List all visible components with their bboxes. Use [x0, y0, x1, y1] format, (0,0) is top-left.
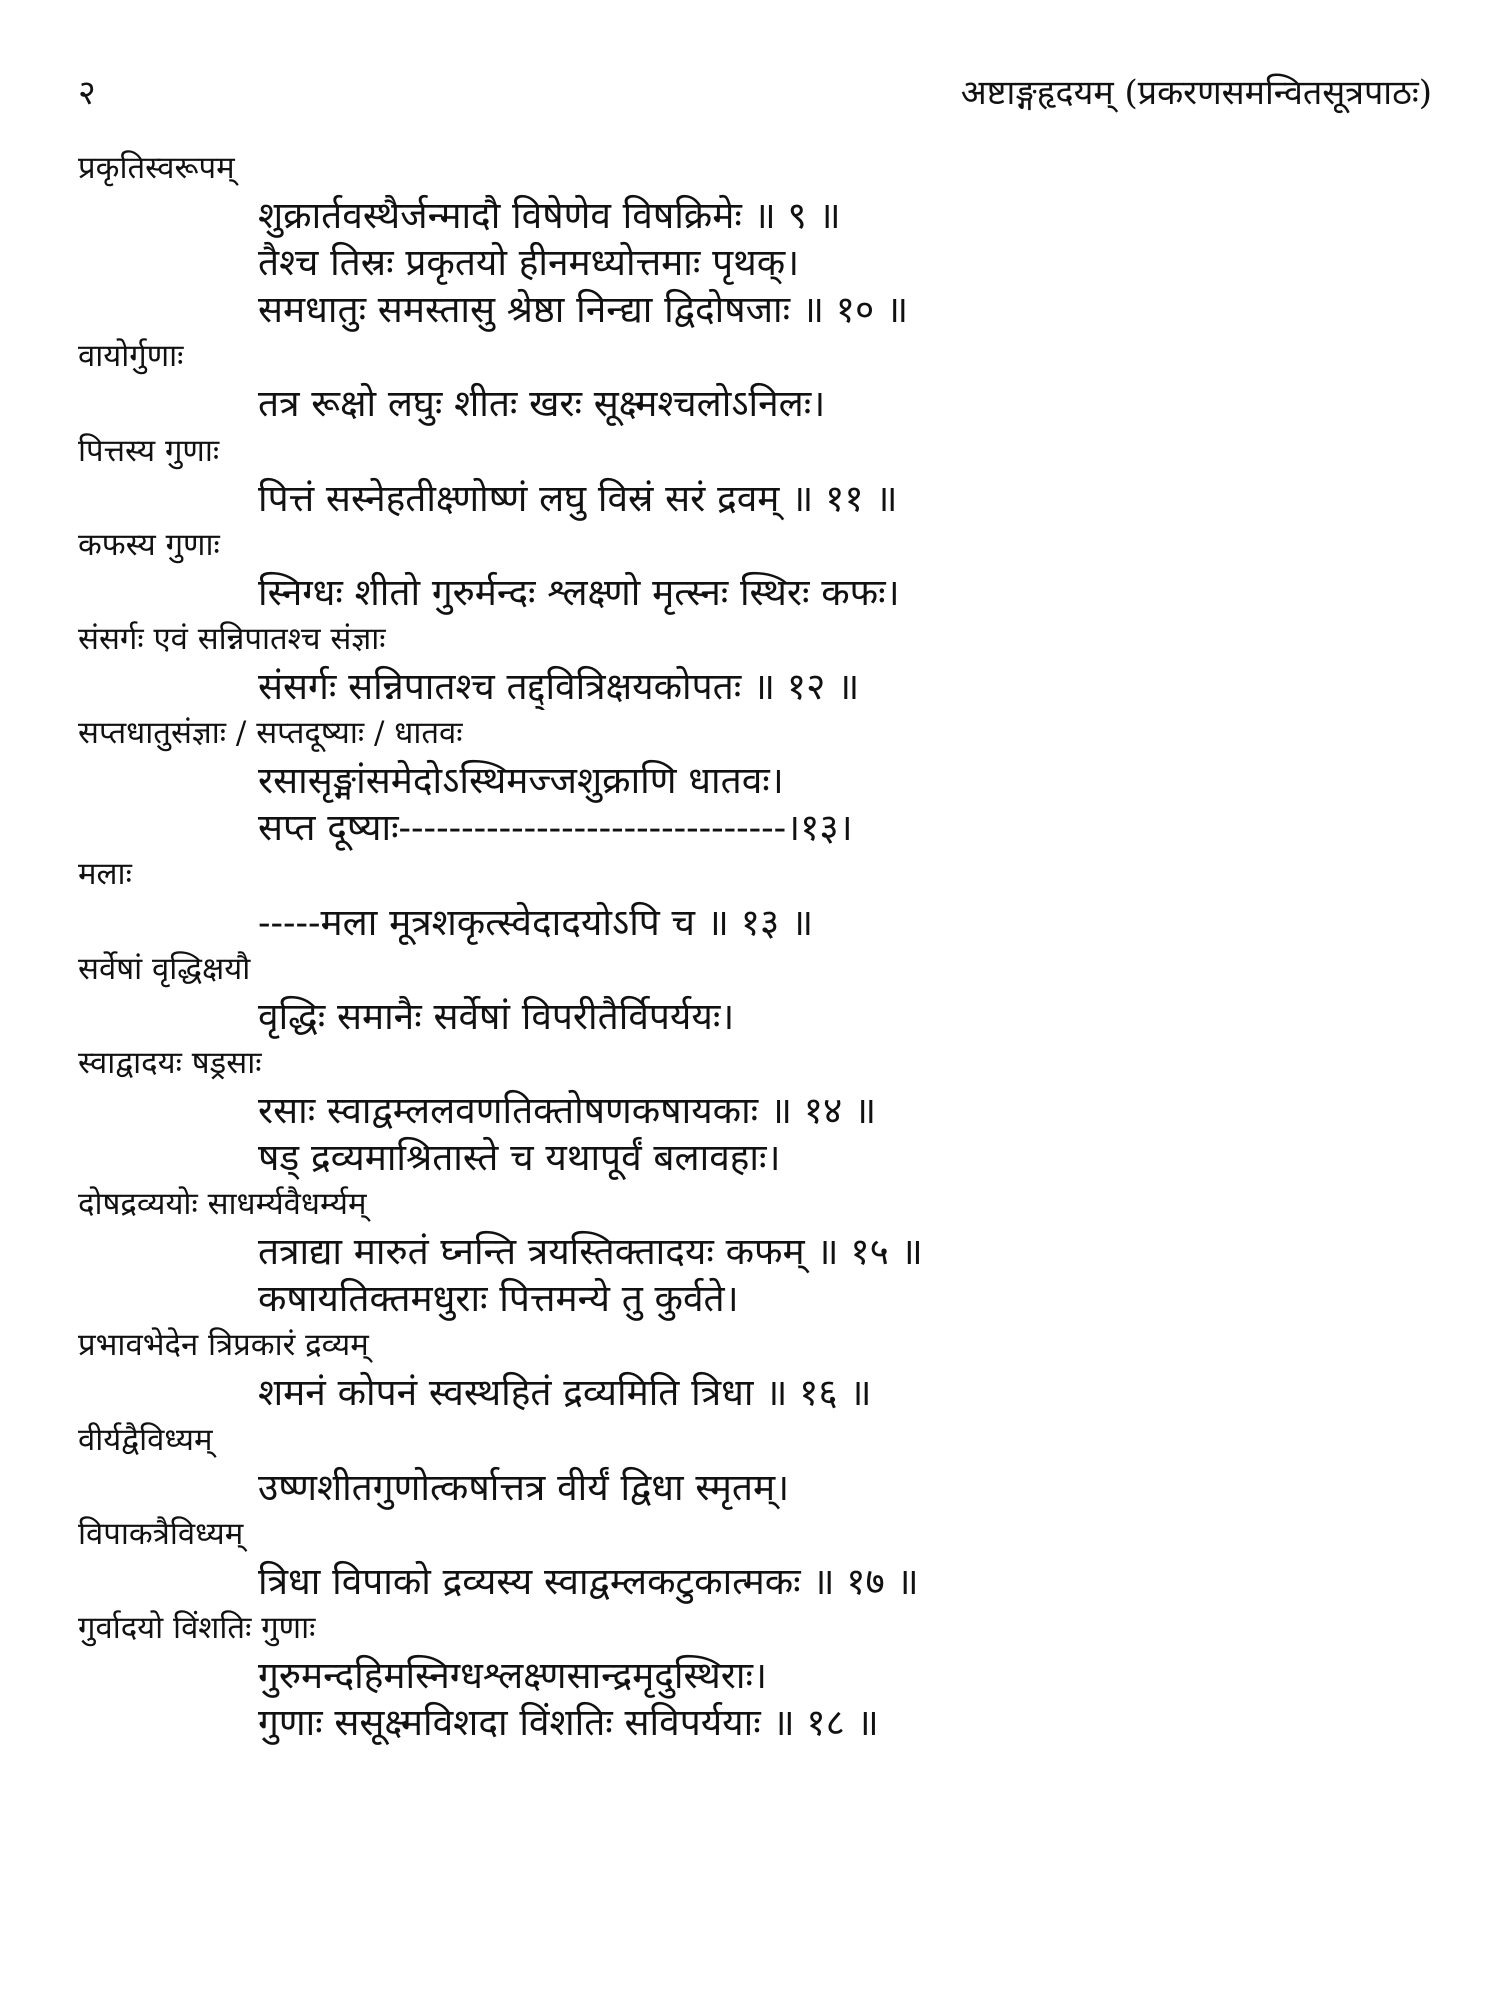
verse-line: कषायतिक्तमधुराः पित्तमन्ये तु कुर्वते।: [258, 1277, 739, 1321]
verse-line: तत्र रूक्षो लघुः शीतः खरः सूक्ष्मश्चलोऽनिलः।: [258, 382, 826, 426]
section-heading: संसर्गः एवं सन्निपातश्च संज्ञाः: [78, 620, 386, 657]
section-heading: विपाकत्रैविध्यम्: [78, 1515, 244, 1552]
verse-line: पित्तं सस्नेहतीक्ष्णोष्णं लघु विस्रं सरं द्रवम् ॥ ११ ॥: [258, 476, 898, 520]
verse-line: रसासृङ्मांसमेदोऽस्थिमज्जशुक्राणि धातवः।: [258, 759, 784, 803]
verse-line: वृद्धिः समानैः सर्वेषां विपरीतैर्विपर्ययः।: [258, 994, 735, 1038]
page-header: [78, 68, 1432, 128]
section-heading: सर्वेषां वृद्धिक्षयौ: [78, 950, 251, 987]
section-heading: प्रभावभेदेन त्रिप्रकारं द्रव्यम्: [78, 1327, 369, 1364]
verse-line: शमनं कोपनं स्वस्थहितं द्रव्यमिति त्रिधा ॥ १६ ॥: [258, 1371, 872, 1415]
section-heading: वीर्यद्वैविध्यम्: [78, 1421, 213, 1458]
verse-line: सप्त दूष्याः-------------------------------।१३।: [258, 806, 853, 850]
section-heading: प्रकृतिस्वरूपम्: [78, 150, 235, 186]
verse-line: समधातुः समस्तासु श्रेष्ठा निन्द्या द्विदोषजाः ॥ १० ॥: [258, 288, 909, 332]
verse-line: -----मला मूत्रशकृत्स्वेदादयोऽपि च ॥ १३ ॥: [258, 900, 814, 944]
section-heading: सप्तधातुसंज्ञाः / सप्तदूष्याः / धातवः: [78, 715, 463, 752]
verse-line: तत्राद्या मारुतं घ्नन्ति त्रयस्तिक्तादयः कफम् ॥ १५ ॥: [258, 1230, 923, 1274]
text-body: [78, 145, 1460, 1746]
verse-line: शुक्रार्तवस्थैर्जन्मादौ विषेणेव विषक्रिमेः ॥ ९ ॥: [258, 194, 841, 238]
verse-line: षड् द्रव्यमाश्रितास्ते च यथापूर्वं बलावहाः।: [258, 1135, 781, 1179]
section-heading: स्वाद्वादयः षड्रसाः: [78, 1044, 262, 1081]
page-number: २: [78, 73, 96, 113]
verse-line: उष्णशीतगुणोत्कर्षात्तत्र वीर्यं द्विधा स्मृतम्।: [258, 1465, 790, 1509]
verse-line: संसर्गः सन्निपातश्च तद्द्वित्रिक्षयकोपतः ॥ १२ ॥: [258, 665, 860, 709]
verse-line: रसाः स्वाद्वम्ललवणतिक्तोषणकषायकाः ॥ १४ ॥: [258, 1088, 877, 1132]
verse-line: गुणाः ससूक्ष्मविशदा विंशतिः सविपर्ययाः ॥ १८ ॥: [258, 1701, 879, 1745]
section-heading: दोषद्रव्ययोः साधर्म्यवैधर्म्यम्: [78, 1186, 367, 1223]
section-heading: पित्तस्य गुणाः: [78, 432, 220, 469]
section-heading: मलाः: [78, 856, 132, 893]
verse-line: स्निग्धः शीतो गुरुर्मन्दः श्लक्ष्णो मृत्स्नः स्थिरः कफः।: [258, 570, 900, 614]
verse-line: त्रिधा विपाको द्रव्यस्य स्वाद्वम्लकटुकात्मकः ॥ १७ ॥: [258, 1559, 919, 1603]
section-heading: वायोर्गुणाः: [78, 338, 184, 375]
running-title: अष्टाङ्गहृदयम् (प्रकरणसमन्वितसूत्रपाठः): [960, 73, 1432, 113]
section-heading: गुर्वादयो विंशतिः गुणाः: [78, 1609, 316, 1646]
verse-line: तैश्च तिस्रः प्रकृतयो हीनमध्योत्तमाः पृथक्।: [258, 241, 800, 285]
section-heading: कफस्य गुणाः: [78, 526, 220, 563]
verse-line: गुरुमन्दहिमस्निग्धश्लक्ष्णसान्द्रमृदुस्थिराः।: [258, 1654, 768, 1697]
